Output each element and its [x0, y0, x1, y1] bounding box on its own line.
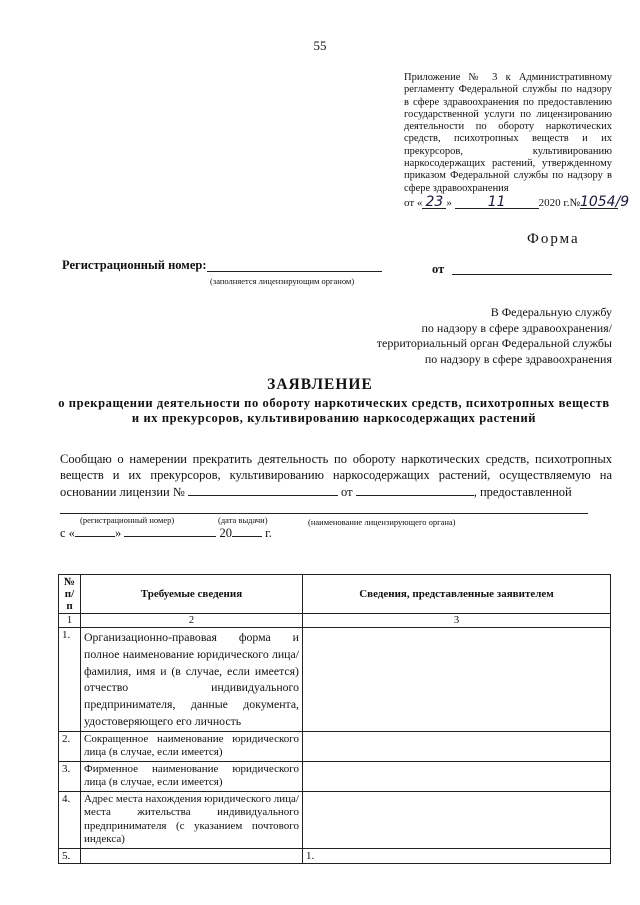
statement-body: Сообщаю о намерении прекратить деятельность по обороту наркотических средств, психотропных веществ и их прекурсоров, культивированию наркосодержащих растений, осуществляемую на основании лицензии № [60, 452, 612, 500]
column-number: 2 [81, 614, 303, 628]
row-required-info: Адрес места нахождения юридического лица/места жительства индивидуального предпринимателя (с указанием почтового индекса) [81, 791, 303, 848]
order-prefix: от « [404, 197, 423, 209]
order-month: 11 [455, 194, 539, 209]
row-number: 4. [59, 791, 81, 848]
form-label: Форма [527, 231, 580, 247]
order-number-prefix: № [569, 197, 580, 209]
registration-date-label: от [432, 262, 445, 276]
header-number: № п/п [59, 575, 81, 614]
column-number-row [59, 614, 611, 628]
row-required-info: Сокращенное наименование юридического лица (в случае, если имеется) [81, 731, 303, 761]
statement-from-word: от [341, 485, 353, 500]
row-number: 5. [59, 848, 81, 863]
page-number: 55 [313, 38, 327, 53]
registration-hint: (заполняется лицензирующим органом) [210, 276, 355, 286]
table-row [59, 761, 611, 791]
row-number: 2. [59, 731, 81, 761]
hint-authority: (наименование лицензирующего органа) [308, 517, 456, 527]
date-prefix: с « [60, 526, 75, 540]
row-provided-info[interactable]: 1. [303, 848, 611, 863]
registration-number-field[interactable] [207, 271, 382, 272]
row-number: 3. [59, 761, 81, 791]
license-number-field[interactable] [188, 483, 338, 496]
hint-issue-date: (дата выдачи) [218, 515, 268, 525]
document-title: ЗАЯВЛЕНИЕ [267, 376, 373, 393]
row-provided-info[interactable] [303, 761, 611, 791]
column-number: 1 [59, 614, 81, 628]
addressee-line: по надзору в сфере здравоохранения/ [421, 320, 612, 335]
hint-reg-number: (регистрационный номер) [80, 515, 175, 525]
document-subtitle: о прекращении деятельности по обороту наркотических средств, психотропных веществ и их прекурсоров, культивированию наркосодержащих растений [58, 396, 610, 425]
statement-text [60, 452, 612, 501]
column-number: 3 [303, 614, 611, 628]
addressee-line: территориальный орган Федеральной службы [376, 336, 612, 351]
row-required-info: Фирменное наименование юридического лица (в случае, если имеется) [81, 761, 303, 791]
table-row [59, 791, 611, 848]
license-date-field[interactable] [356, 483, 474, 496]
date-year-prefix: 20 [219, 526, 232, 540]
termination-month-field[interactable] [124, 524, 216, 537]
appendix-note: Приложение № 3 к Административному регламенту Федеральной службы по надзору в сфере здравоохранения по предоставлению государственной услуги по лицензированию деятельности по обороту наркотических средств, психотропных веществ и их прекурсоров, культивированию наркосодержащих растений, утвержденному приказом Федеральной службы по надзору в сфере здравоохранения [404, 72, 612, 194]
row-provided-info[interactable] [303, 791, 611, 848]
order-year: 2020 г. [538, 197, 570, 209]
termination-date-line [60, 524, 272, 541]
order-number: 1054/9 [579, 194, 630, 210]
order-quote-close: » [446, 197, 452, 209]
row-required-info [81, 848, 303, 863]
order-date-line [404, 194, 630, 210]
table-row [59, 731, 611, 761]
date-quote-close: » [114, 526, 122, 540]
termination-year-field[interactable] [232, 524, 262, 537]
requirements-table [58, 574, 611, 864]
table-row [59, 628, 611, 732]
row-provided-info[interactable] [303, 628, 611, 732]
header-required: Требуемые сведения [81, 575, 303, 614]
header-provided: Сведения, представленные заявителем [303, 575, 611, 614]
row-number: 1. [59, 628, 81, 732]
addressee-line: В Федеральную службу [490, 305, 612, 319]
row-provided-info[interactable] [303, 731, 611, 761]
order-day: 23 [422, 194, 446, 209]
registration-date-field[interactable] [452, 274, 612, 275]
addressee-line: по надзору в сфере здравоохранения [424, 351, 612, 366]
table-header-row [59, 575, 611, 614]
date-year-suffix: г. [265, 526, 272, 540]
licensing-authority-field[interactable] [60, 513, 588, 514]
termination-day-field[interactable] [75, 524, 115, 537]
addressee-block [312, 305, 612, 367]
statement-provided-word: , предоставленной [473, 485, 572, 500]
table-row [59, 848, 611, 863]
registration-label: Регистрационный номер: [62, 258, 207, 272]
row-required-info: Организационно-правовая форма и полное наименование юридического лица/ фамилия, имя и (в случае, если имеется) отчество индивидуального предпринимателя, данные документа, удостоверяющего его личность [81, 628, 303, 732]
